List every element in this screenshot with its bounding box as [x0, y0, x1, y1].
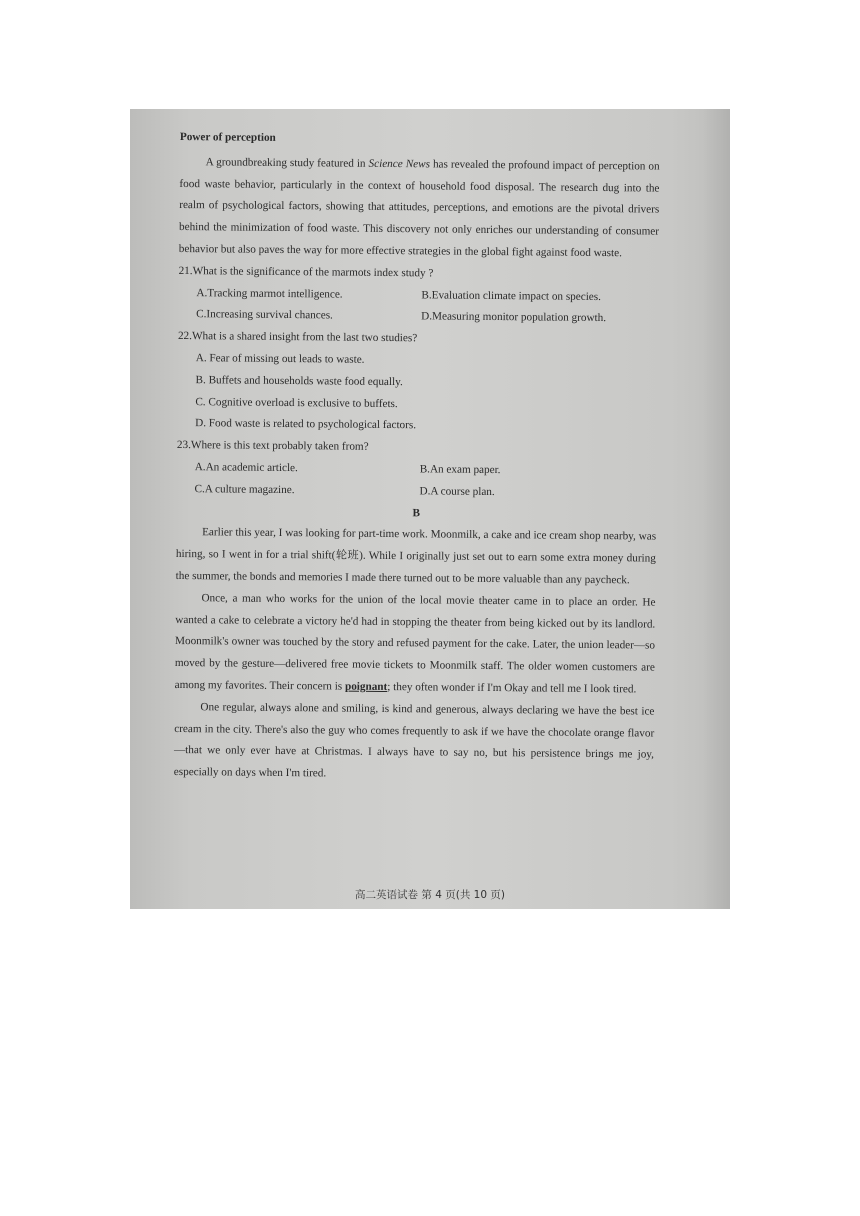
highlighted-word: poignant — [344, 680, 388, 693]
option-a: A. Fear of missing out leads to waste. — [195, 352, 365, 366]
options-grid — [176, 457, 656, 505]
passage-text-start: A groundbreaking study featured in — [205, 156, 369, 170]
passage-paragraph — [179, 152, 660, 266]
option-c: C.Increasing survival chances. — [196, 308, 333, 322]
options-grid — [178, 283, 658, 331]
section-b-heading: B — [412, 506, 421, 519]
question-stem: 22.What is a shared insight from the last two studies? — [177, 330, 418, 345]
question-stem: 21.What is the significance of the marmots index study ? — [178, 264, 434, 280]
option-d: D. Food waste is related to psychological factors. — [195, 417, 417, 432]
section-b-paragraph-1: Earlier this year, I was looking for part-time work. Moonmilk, a cake and ice cream shop nearby, was hiring, so I went in for a trial shift(轮班). While I originally just set out to earn some extra money during the summer, the bonds and memories I made there turned out to be more valuable than any paycheck. — [175, 526, 657, 587]
exam-page-content — [174, 127, 660, 788]
question-22 — [177, 326, 658, 440]
question-21 — [178, 261, 659, 331]
exam-page-photo — [130, 109, 730, 909]
option-d: D.Measuring monitor population growth. — [421, 310, 607, 325]
question-stem: 23.Where is this text probably taken from? — [176, 439, 369, 453]
option-c: C. Cognitive overload is exclusive to buffets. — [195, 395, 398, 410]
passage-title: Power of perception — [179, 130, 276, 144]
section-b-paragraph-3: One regular, always alone and smiling, is kind and generous, always declaring we have the best ice cream in the city. There's also the guy who comes frequently to ask if we have the chocolate orange flavor—that we only ever have at Christmas. I always have to say no, but his persistence brings me joy, especially on days when I'm tired. — [173, 700, 655, 780]
passage-text-rest: has revealed the profound impact of perception on food waste behavior, particularly in the context of household food disposal. The research dug into the realm of psychological factors, showing that attitudes, perceptions, and emotions are the pivotal drivers behind the minimization of food waste. This discovery not only enriches our understanding of consumer behavior but also paves the way for more effective strategies in the global fight against food waste. — [178, 158, 660, 260]
section-b-paragraph-2 — [175, 588, 656, 702]
option-a: A.An academic article. — [194, 461, 298, 475]
option-c: C.A culture magazine. — [194, 482, 295, 496]
option-d: D.A course plan. — [419, 485, 495, 498]
paragraph-text-start: Once, a man who works for the union of the local movie theater came in to place an order. He wanted a cake to celebrate a victory he'd had in stopping the theater from being kicked out by its landlord. Moonmilk's owner was touched by the story and refused payment for the cake. Later, the union leader—so moved by the gesture—delivered free movie tickets to Moonmilk staff. The older women customers are among my favorites. Their concern is — [174, 591, 656, 693]
question-23 — [176, 435, 657, 505]
source-name: Science News — [368, 157, 431, 171]
page-edge-shadow — [702, 109, 730, 909]
option-b: B.Evaluation climate impact on species. — [421, 288, 602, 303]
option-b: B.An exam paper. — [419, 463, 501, 477]
page-footer: 高二英语试卷 第 4 页(共 10 页) — [355, 889, 505, 901]
option-a: A.Tracking marmot intelligence. — [196, 286, 343, 301]
option-b: B. Buffets and households waste food equally. — [195, 373, 403, 388]
paragraph-text-end: ; they often wonder if I'm Okay and tell me I look tired. — [387, 680, 637, 696]
